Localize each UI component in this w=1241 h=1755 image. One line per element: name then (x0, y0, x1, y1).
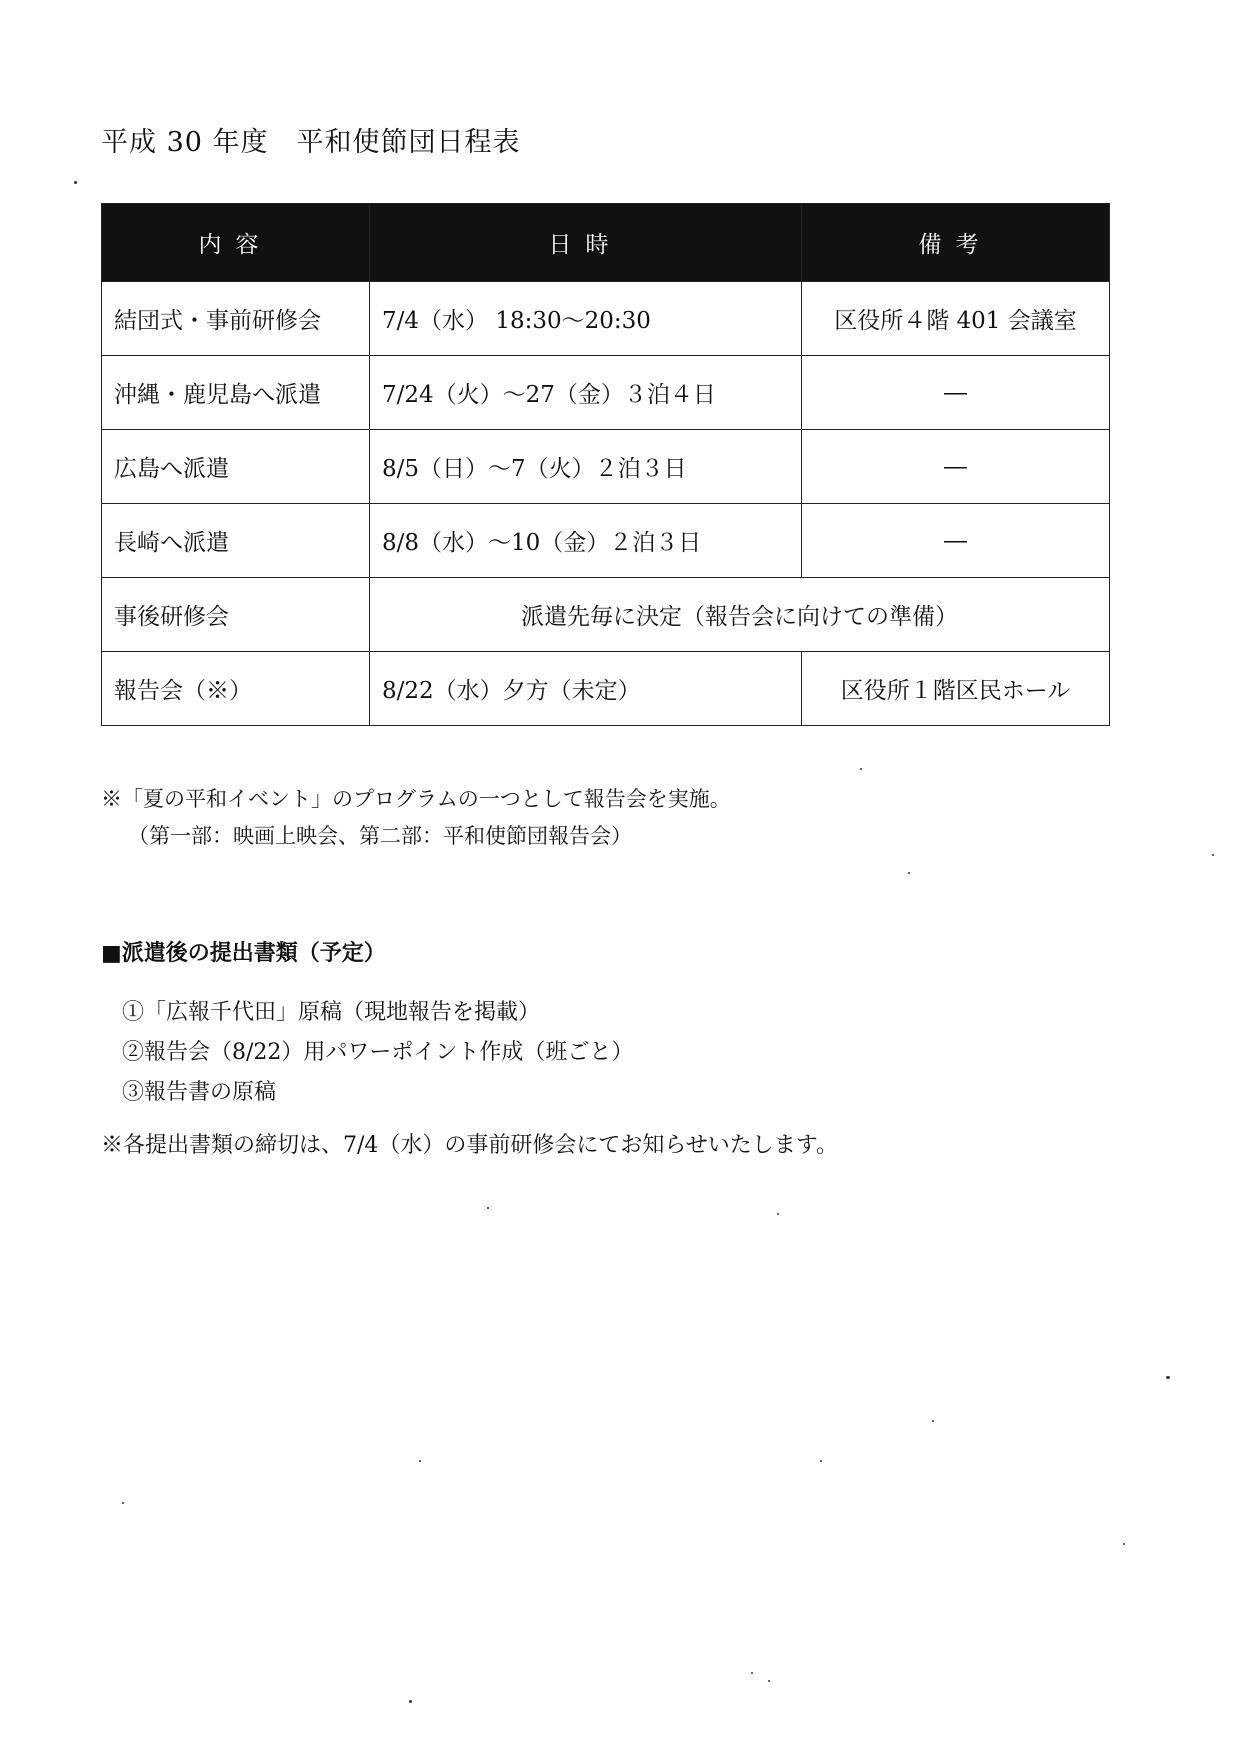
event-program-note: （第一部：映画上映会、第二部：平和使節団報告会） (128, 824, 632, 848)
table-row (102, 430, 1110, 504)
document-item: ①「広報千代田」原稿（現地報告を掲載） (122, 1000, 541, 1025)
document-item: ②報告会（8/22）用パワーポイント作成（班ごと） (122, 1040, 634, 1065)
cell-merged-datetime-notes: 派遣先毎に決定（報告会に向けての準備） (370, 578, 1110, 652)
cell-notes: ― (802, 356, 1110, 430)
deadline-note: ※各提出書類の締切は、7/4（水）の事前研修会にてお知らせいたします。 (101, 1133, 838, 1158)
cell-datetime: 7/4（水） 18:30～20:30 (370, 282, 802, 356)
event-note: ※「夏の平和イベント」のプログラムの一つとして報告会を実施。 (101, 787, 731, 811)
scan-speck (932, 1420, 934, 1422)
scan-speck (1212, 854, 1214, 856)
scan-speck (768, 1680, 770, 1682)
scan-speck (908, 872, 910, 874)
scan-speck (409, 1700, 412, 1703)
cell-datetime: 8/22（水）夕方（未定） (370, 652, 802, 726)
table-row (102, 578, 1110, 652)
cell-content: 報告会（※） (102, 652, 370, 726)
cell-notes: 区役所１階区民ホール (802, 652, 1110, 726)
page-title: 平成 30 年度 平和使節団日程表 (101, 127, 521, 158)
scan-speck (74, 181, 77, 184)
scan-speck (860, 768, 862, 770)
cell-content: 長崎へ派遣 (102, 504, 370, 578)
table-row (102, 356, 1110, 430)
header-content: 内容 (102, 204, 370, 282)
scan-speck (777, 1213, 779, 1215)
cell-notes: ― (802, 504, 1110, 578)
document-item: ③報告書の原稿 (122, 1080, 277, 1105)
cell-content: 広島へ派遣 (102, 430, 370, 504)
cell-datetime: 7/24（火）～27（金）３泊４日 (370, 356, 802, 430)
table-header-row (102, 204, 1110, 282)
cell-datetime: 8/8（水）～10（金）２泊３日 (370, 504, 802, 578)
cell-content: 結団式・事前研修会 (102, 282, 370, 356)
scan-speck (751, 1672, 753, 1674)
scan-speck (419, 1460, 421, 1462)
scan-speck (1123, 1543, 1125, 1545)
schedule-table (101, 203, 1110, 726)
header-datetime: 日時 (370, 204, 802, 282)
cell-datetime: 8/5（日）～7（火）２泊３日 (370, 430, 802, 504)
cell-content: 事後研修会 (102, 578, 370, 652)
header-notes: 備考 (802, 204, 1110, 282)
scan-speck (1166, 1376, 1170, 1379)
table-row (102, 282, 1110, 356)
cell-content: 沖縄・鹿児島へ派遣 (102, 356, 370, 430)
scan-speck (122, 1502, 124, 1504)
table-row (102, 504, 1110, 578)
cell-notes: ― (802, 430, 1110, 504)
cell-notes: 区役所４階 401 会議室 (802, 282, 1110, 356)
documents-heading: ■派遣後の提出書類（予定） (101, 940, 386, 966)
scan-speck (487, 1207, 489, 1209)
scan-speck (820, 1460, 822, 1462)
table-row (102, 652, 1110, 726)
